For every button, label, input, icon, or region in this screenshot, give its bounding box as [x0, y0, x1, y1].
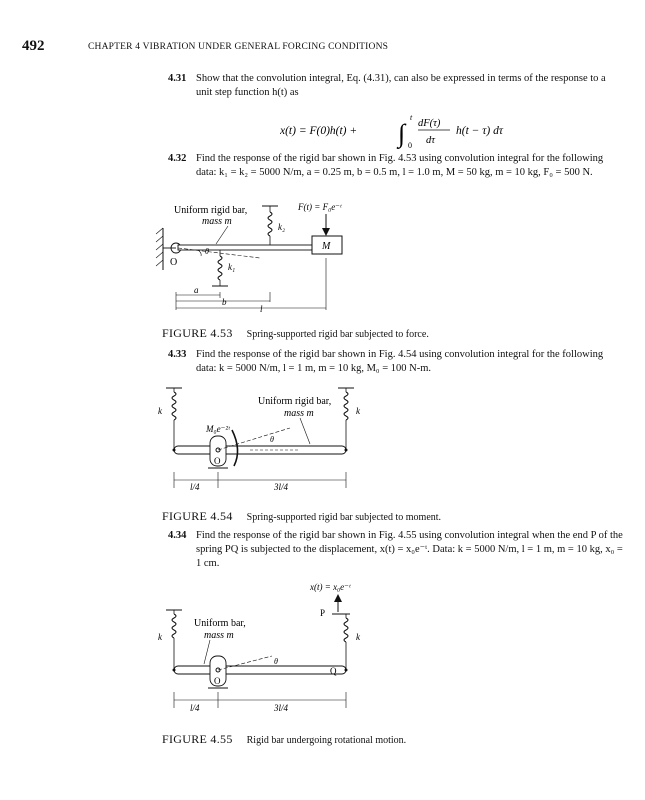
displacement-label: x(t) = x₀e⁻ᵗ: [310, 582, 351, 592]
fraction-numerator: dF(τ): [418, 118, 441, 129]
dim-three-quarter: 3l/4: [274, 703, 289, 713]
problem-4-34: [168, 529, 623, 571]
problem-text: Find the response of the rigid bar shown in Fig. 4.55 using convolution integral when the end P of the spring PQ is subjected to the displacement, x(t) = x₀e⁻ᵗ. Data: k = 5000 N/m, l = 1 m, m = 10 kg, x₀ = 1 cm.: [196, 530, 623, 569]
integral-lower: 0: [408, 141, 412, 150]
convolution-equation: [280, 108, 640, 152]
spring-k2: [268, 212, 272, 236]
problem-number: 4.31: [168, 73, 187, 84]
pivot-O: O: [214, 456, 221, 466]
page-number: 492: [22, 38, 45, 54]
force-label: F(t) = F₀e⁻ᵗ: [298, 202, 342, 212]
figure-label: FIGURE 4.55: [162, 732, 233, 746]
fraction-denominator: dτ: [426, 135, 436, 146]
bar-label: Uniform rigid bar,: [258, 396, 332, 407]
moment-label: M₀e⁻²ᵗ: [206, 424, 230, 434]
mass-label: mass m: [284, 408, 314, 419]
bar-label: Uniform rigid bar,: [174, 205, 248, 216]
problem-number: 4.32: [168, 153, 187, 164]
figure-4-55: [150, 578, 370, 718]
rigid-bar: [174, 666, 346, 674]
problem-4-33: [168, 348, 623, 376]
spring-left: [172, 614, 176, 638]
mass-label: mass m: [202, 216, 232, 227]
rigid-bar: [178, 245, 320, 250]
dim-three-quarter: 3l/4: [274, 482, 289, 492]
k2-label: k₂: [278, 222, 286, 232]
angle-theta: θ: [274, 657, 278, 666]
spring-k1: [218, 256, 222, 280]
pivot-O: O: [214, 676, 221, 686]
point-Q: Q: [330, 666, 337, 676]
figure-label: FIGURE 4.53: [162, 326, 233, 340]
displacement-arrow: [334, 594, 342, 602]
angle-theta: θ: [205, 247, 209, 256]
caption-4-55: [162, 732, 406, 747]
caption-4-53: [162, 326, 429, 341]
problem-text: Find the response of the rigid bar shown in Fig. 4.53 using convolution integral for the following data: k₁ = k₂ = 5000 N/m, a = 0.25 m, b = 0.5 m, l = 1.0 m, M = 50 kg, m = 10 kg, F₀ = 500 N.: [196, 153, 604, 178]
dim-quarter: l/4: [190, 703, 200, 713]
integrand: h(t − τ) dτ: [456, 125, 503, 137]
figure-caption: Spring-supported rigid bar subjected to force.: [246, 329, 429, 340]
figure-4-53: [150, 198, 370, 318]
k-right-label: k: [356, 406, 360, 416]
dim-b: b: [222, 297, 227, 307]
figure-caption: Rigid bar undergoing rotational motion.: [246, 735, 407, 746]
bar-leader: [216, 226, 228, 244]
figure-label: FIGURE 4.54: [162, 509, 233, 523]
M-label: M: [322, 241, 331, 252]
spring-PQ: [344, 618, 348, 642]
spring-right: [344, 392, 348, 420]
k-left-label: k: [158, 406, 162, 416]
problem-text: Find the response of the rigid bar shown in Fig. 4.54 using convolution integral for the following data: k = 5000 N/m, l = 1 m, m = 10 kg, M₀ = 100 N-m.: [196, 349, 604, 374]
equation-lhs: x(t) = F(0)h(t) +: [280, 125, 358, 137]
figure-caption: Spring-supported rigid bar subjected to moment.: [246, 512, 442, 523]
angle-theta: θ: [270, 435, 274, 444]
problem-4-32: [168, 152, 623, 180]
mass-label: mass m: [204, 630, 234, 641]
point-P: P: [320, 608, 326, 618]
force-arrow: [322, 228, 330, 236]
chapter-header: CHAPTER 4 VIBRATION UNDER GENERAL FORCING CONDITIONS: [88, 42, 389, 52]
problem-4-31: [168, 72, 623, 100]
integral-upper: t: [410, 113, 413, 122]
k-left-label: k: [158, 632, 162, 642]
k-right-label: k: [356, 632, 360, 642]
problem-number: 4.34: [168, 530, 187, 541]
spring-left: [172, 392, 176, 420]
bar-label: Uniform bar,: [194, 618, 246, 629]
problem-text: Show that the convolution integral, Eq. (4.31), can also be expressed in terms of the response to a unit step function h(t) as: [196, 73, 606, 98]
integral-sign: ∫: [398, 119, 406, 148]
caption-4-54: [162, 509, 441, 524]
dimension-lines: [176, 258, 326, 310]
pivot-O: O: [170, 257, 178, 268]
wall-hatch: [156, 228, 163, 266]
dim-l: l: [260, 304, 263, 314]
k1-label: k₁: [228, 262, 236, 272]
dim-a: a: [194, 285, 199, 295]
problem-number: 4.33: [168, 349, 187, 360]
figure-4-54: [150, 384, 370, 499]
dim-quarter: l/4: [190, 482, 200, 492]
